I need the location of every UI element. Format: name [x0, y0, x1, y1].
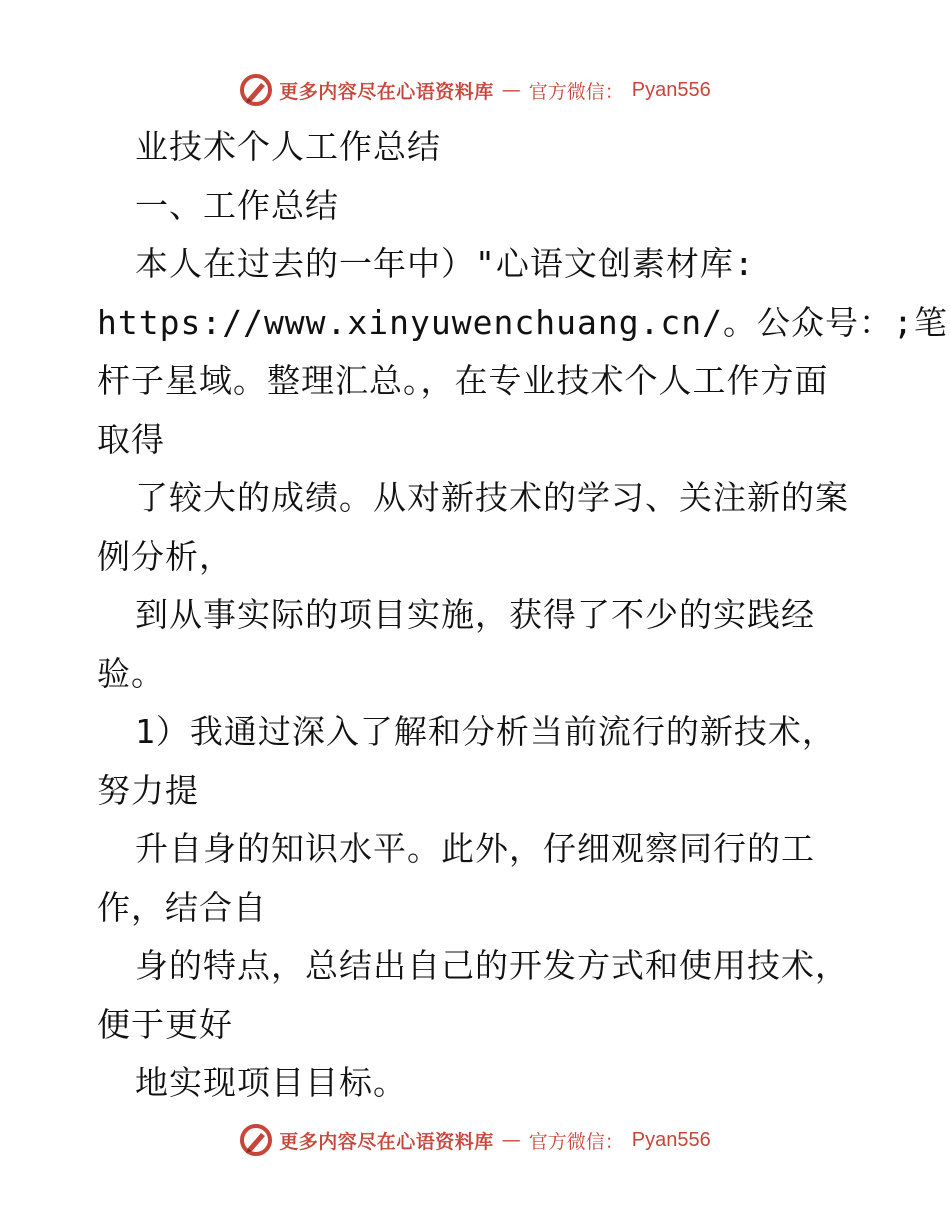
paragraph-line: 作，结合自 — [97, 887, 267, 927]
paragraph-line: 到从事实际的项目实施，获得了不少的实践经 — [135, 595, 815, 634]
header-banner-title: 更多内容尽在心语资料库 — [279, 80, 494, 103]
paragraph-line: 升自身的知识水平。此外，仔细观察同行的工 — [135, 829, 815, 868]
header-banner-wechat-label: 官方微信： — [528, 80, 624, 103]
paragraph-line: 地实现项目目标。 — [135, 1063, 407, 1102]
paragraph-line: 了较大的成绩。从对新技术的学习、关注新的案 — [135, 478, 849, 517]
footer-banner-wechat-id: Pyan556 — [631, 1128, 711, 1151]
footer-banner-separator: — — [501, 1129, 521, 1151]
paragraph-line: 本人在过去的一年中）"心语文创素材库: — [135, 244, 755, 283]
footer-banner-title: 更多内容尽在心语资料库 — [279, 1130, 494, 1153]
header-banner-separator: — — [501, 79, 521, 101]
paragraph-line: https://www.xinyuwenchuang.cn/。公众号：;笔 — [97, 302, 948, 342]
document-body — [97, 118, 948, 1113]
header-banner-content — [239, 73, 711, 107]
paragraph-line: 1）我通过深入了解和分析当前流行的新技术， — [135, 712, 836, 751]
header-banner — [0, 70, 950, 110]
header-banner-wechat-id: Pyan556 — [631, 78, 711, 101]
pen-logo-icon — [239, 73, 273, 107]
section-heading: 一、工作总结 — [135, 185, 339, 225]
footer-banner-wechat-label: 官方微信： — [528, 1130, 624, 1153]
paragraph-line: 验。 — [97, 653, 165, 693]
paragraph-line: 便于更好 — [97, 1004, 233, 1044]
paragraph-line: 杆子星域。整理汇总。，在专业技术个人工作方面 — [97, 361, 829, 400]
pen-logo-icon — [239, 1123, 273, 1157]
document-title-line: 业技术个人工作总结 — [135, 127, 441, 166]
footer-banner — [0, 1120, 950, 1160]
paragraph-line: 身的特点，总结出自己的开发方式和使用技术， — [135, 946, 849, 985]
paragraph-line: 努力提 — [97, 770, 199, 810]
paragraph-line: 取得 — [97, 419, 165, 459]
footer-banner-content — [239, 1123, 711, 1157]
paragraph-line: 例分析， — [97, 536, 233, 576]
